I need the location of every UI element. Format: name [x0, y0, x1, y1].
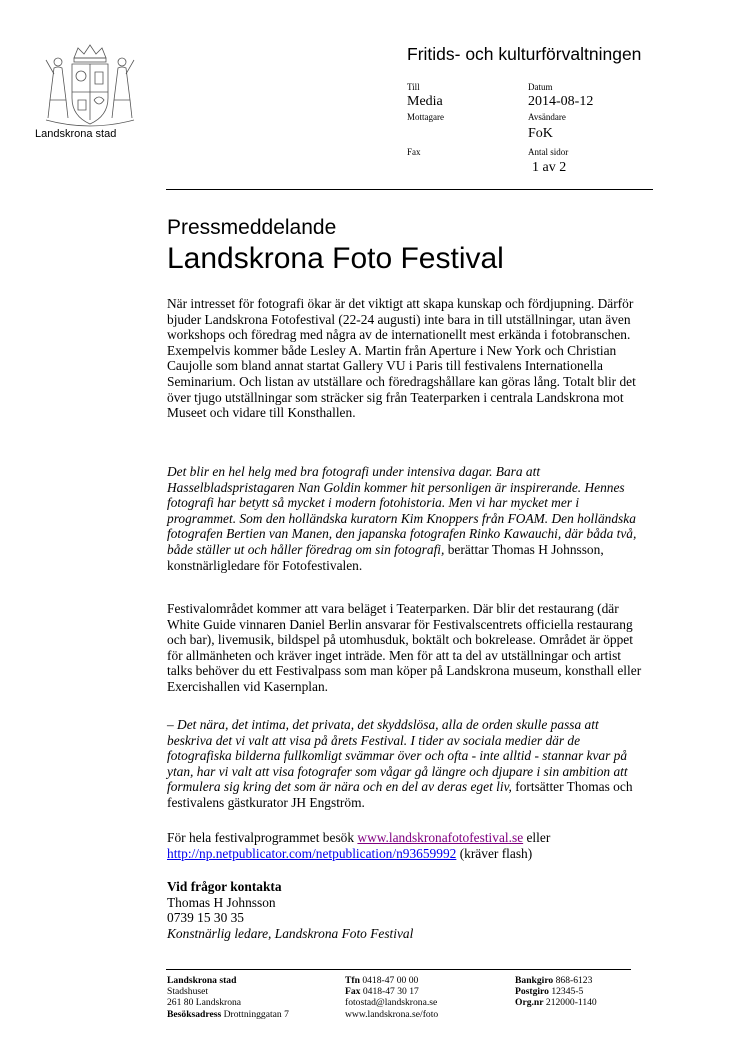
antal-sidor-label: Antal sidor [528, 147, 569, 157]
visit-label: Besöksadress [167, 1008, 222, 1020]
footer-divider [166, 969, 631, 970]
fax-footer-value: 0418-47 30 17 [360, 986, 419, 998]
program-info [167, 830, 647, 861]
tfn-value: 0418-47 00 00 [359, 975, 419, 986]
department-name: Fritids- och kulturförvaltningen [407, 44, 642, 64]
bankgiro-value: 868-6123 [553, 975, 593, 986]
program-mid: eller [523, 830, 551, 845]
header-divider [166, 189, 653, 190]
footer-fax [345, 986, 438, 997]
postgiro-label: Postgiro [515, 986, 549, 998]
footer-contact [345, 975, 438, 1020]
quote-engstrom [167, 717, 647, 811]
datum-value: 2014-08-12 [528, 94, 594, 109]
footer-web: www.landskrona.se/foto [345, 1008, 439, 1020]
document-subtitle: Pressmeddelande [167, 216, 337, 239]
paragraph-intro [167, 296, 647, 421]
contact-name: Thomas H Johnsson [167, 894, 276, 910]
till-value: Media [407, 94, 443, 109]
footer-visit-address [167, 1009, 289, 1020]
quote1-attribution: berättar Thomas H Johnsson, konstnärligledare för Fotofestivalen. [167, 541, 604, 573]
contact-role: Konstnärlig ledare, Landskrona Foto Festival [167, 925, 414, 941]
paragraph-festival-area [167, 601, 647, 695]
footer-postal: 261 80 Landskrona [167, 997, 242, 1009]
avsandare-value: FoK [528, 126, 553, 141]
footer-postgiro [515, 986, 597, 997]
contact-block [167, 879, 647, 941]
tfn-label: Tfn [345, 975, 360, 986]
contact-phone: 0739 15 30 35 [167, 910, 244, 926]
antal-sidor-value: 1 av 2 [532, 160, 567, 175]
program-suffix: (kräver flash) [456, 845, 533, 861]
fax-footer-label: Fax [345, 986, 361, 998]
footer-phone [345, 975, 438, 986]
bankgiro-label: Bankgiro [515, 975, 554, 986]
postgiro-value: 12345-5 [548, 986, 584, 998]
quote2-text: – Det nära, det intima, det privata, det skyddslösa, alla de orden skulle passa att beskriva det vi valt att visa på årets Festival. I tider av sociala medier där de fotografiska bilderna fullkomligt svämmar över och ofta - inte alltid - stannar kvar på ytan, har vi valt att visa fotografer som vågar gå längre och djupare i sin ambition att formulera sig kring det som är nära och en del av deras eget liv, [167, 717, 628, 795]
fax-label: Fax [407, 147, 421, 157]
avsandare-label: Avsändare [528, 112, 566, 122]
contact-heading: Vid frågor kontakta [167, 879, 282, 894]
program-prefix: För hela festivalprogrammet besök [167, 830, 358, 845]
orgnr-value: 212000-1140 [543, 997, 597, 1009]
footer-org-name: Landskrona stad [167, 975, 237, 986]
quote-nan-goldin [167, 464, 647, 573]
footer-bankgiro [515, 975, 597, 986]
footer-building: Stadshuset [167, 986, 209, 998]
footer-orgnr [515, 997, 597, 1008]
document-title: Landskrona Foto Festival [167, 242, 504, 275]
paragraph-festival-area-text: Festivalområdet kommer att vara beläget i Teaterparken. Där blir det restaurang (där White Guide vinnaren Daniel Berlin ansvarar för Festivalscentrets officiella restaurang och bar), livemusik, bildspel på utomhusduk, boktält och bokrelease. Området är öppet för allmänheten och kräver inget inträde. Men för att ta del av utställningar och artist talks behöver du ett Festivalpass som man köper på Landskrona museum, konsthall eller Exercishallen vid Kasernplan. [167, 601, 642, 694]
footer-bank [515, 975, 597, 1009]
quote1-text: Det blir en hel helg med bra fotografi under intensiva dagar. Bara att Hasselbladspristagaren Nan Goldin kommer hit personligen är inspirerande. Hennes fotografi har betytt så mycket i modern fotohistoria. Men vi har mycket mer i programmet. Som den holländska kuratorn Kim Knoppers från FOAM. Den holländska fotografen Bertien van Manen, den japanska fotografen Rinko Kawauchi, där båda två, både ställer ut och håller föredrag om sin fotografi, [167, 464, 637, 557]
visit-value: Drottninggatan 7 [221, 1008, 289, 1020]
footer-email: fotostad@landskrona.se [345, 997, 438, 1009]
mottagare-label: Mottagare [407, 112, 444, 122]
orgnr-label: Org.nr [515, 997, 544, 1009]
org-name-logo-text: Landskrona stad [35, 128, 117, 140]
till-label: Till [407, 82, 420, 92]
netpublicator-link[interactable]: http://np.netpublicator.com/netpublication/n93659992 [167, 845, 457, 861]
datum-label: Datum [528, 82, 553, 92]
paragraph-intro-text: När intresset för fotografi ökar är det viktigt att skapa kunskap och fördjupning. Därför bjuder Landskrona Fotofestival (22-24 augusti) inte bara in till utställningar, utan även workshops och föredrag med några av de internationellt mest erkända i fotobranschen. Exempelvis kommer både Lesley A. Martin från Aperture i New York och Christian Caujolle som bland annat startat Gallery VU i Paris till festivalens Internationella Seminarium. Och listan av utställare och föredragshållare kan göras lång. Totalt blir det över tjugo utställningar som sträcker sig från Teaterparken i centrala Landskrona mot Museet och vidare till Konsthallen. [167, 296, 636, 421]
festival-website-link[interactable]: www.landskronafotofestival.se [357, 830, 524, 845]
footer-address [167, 975, 289, 1020]
quote2-attribution: fortsätter Thomas och festivalens gästkurator JH Engström. [167, 779, 633, 810]
landskrona-coat-of-arms-logo [40, 40, 140, 140]
